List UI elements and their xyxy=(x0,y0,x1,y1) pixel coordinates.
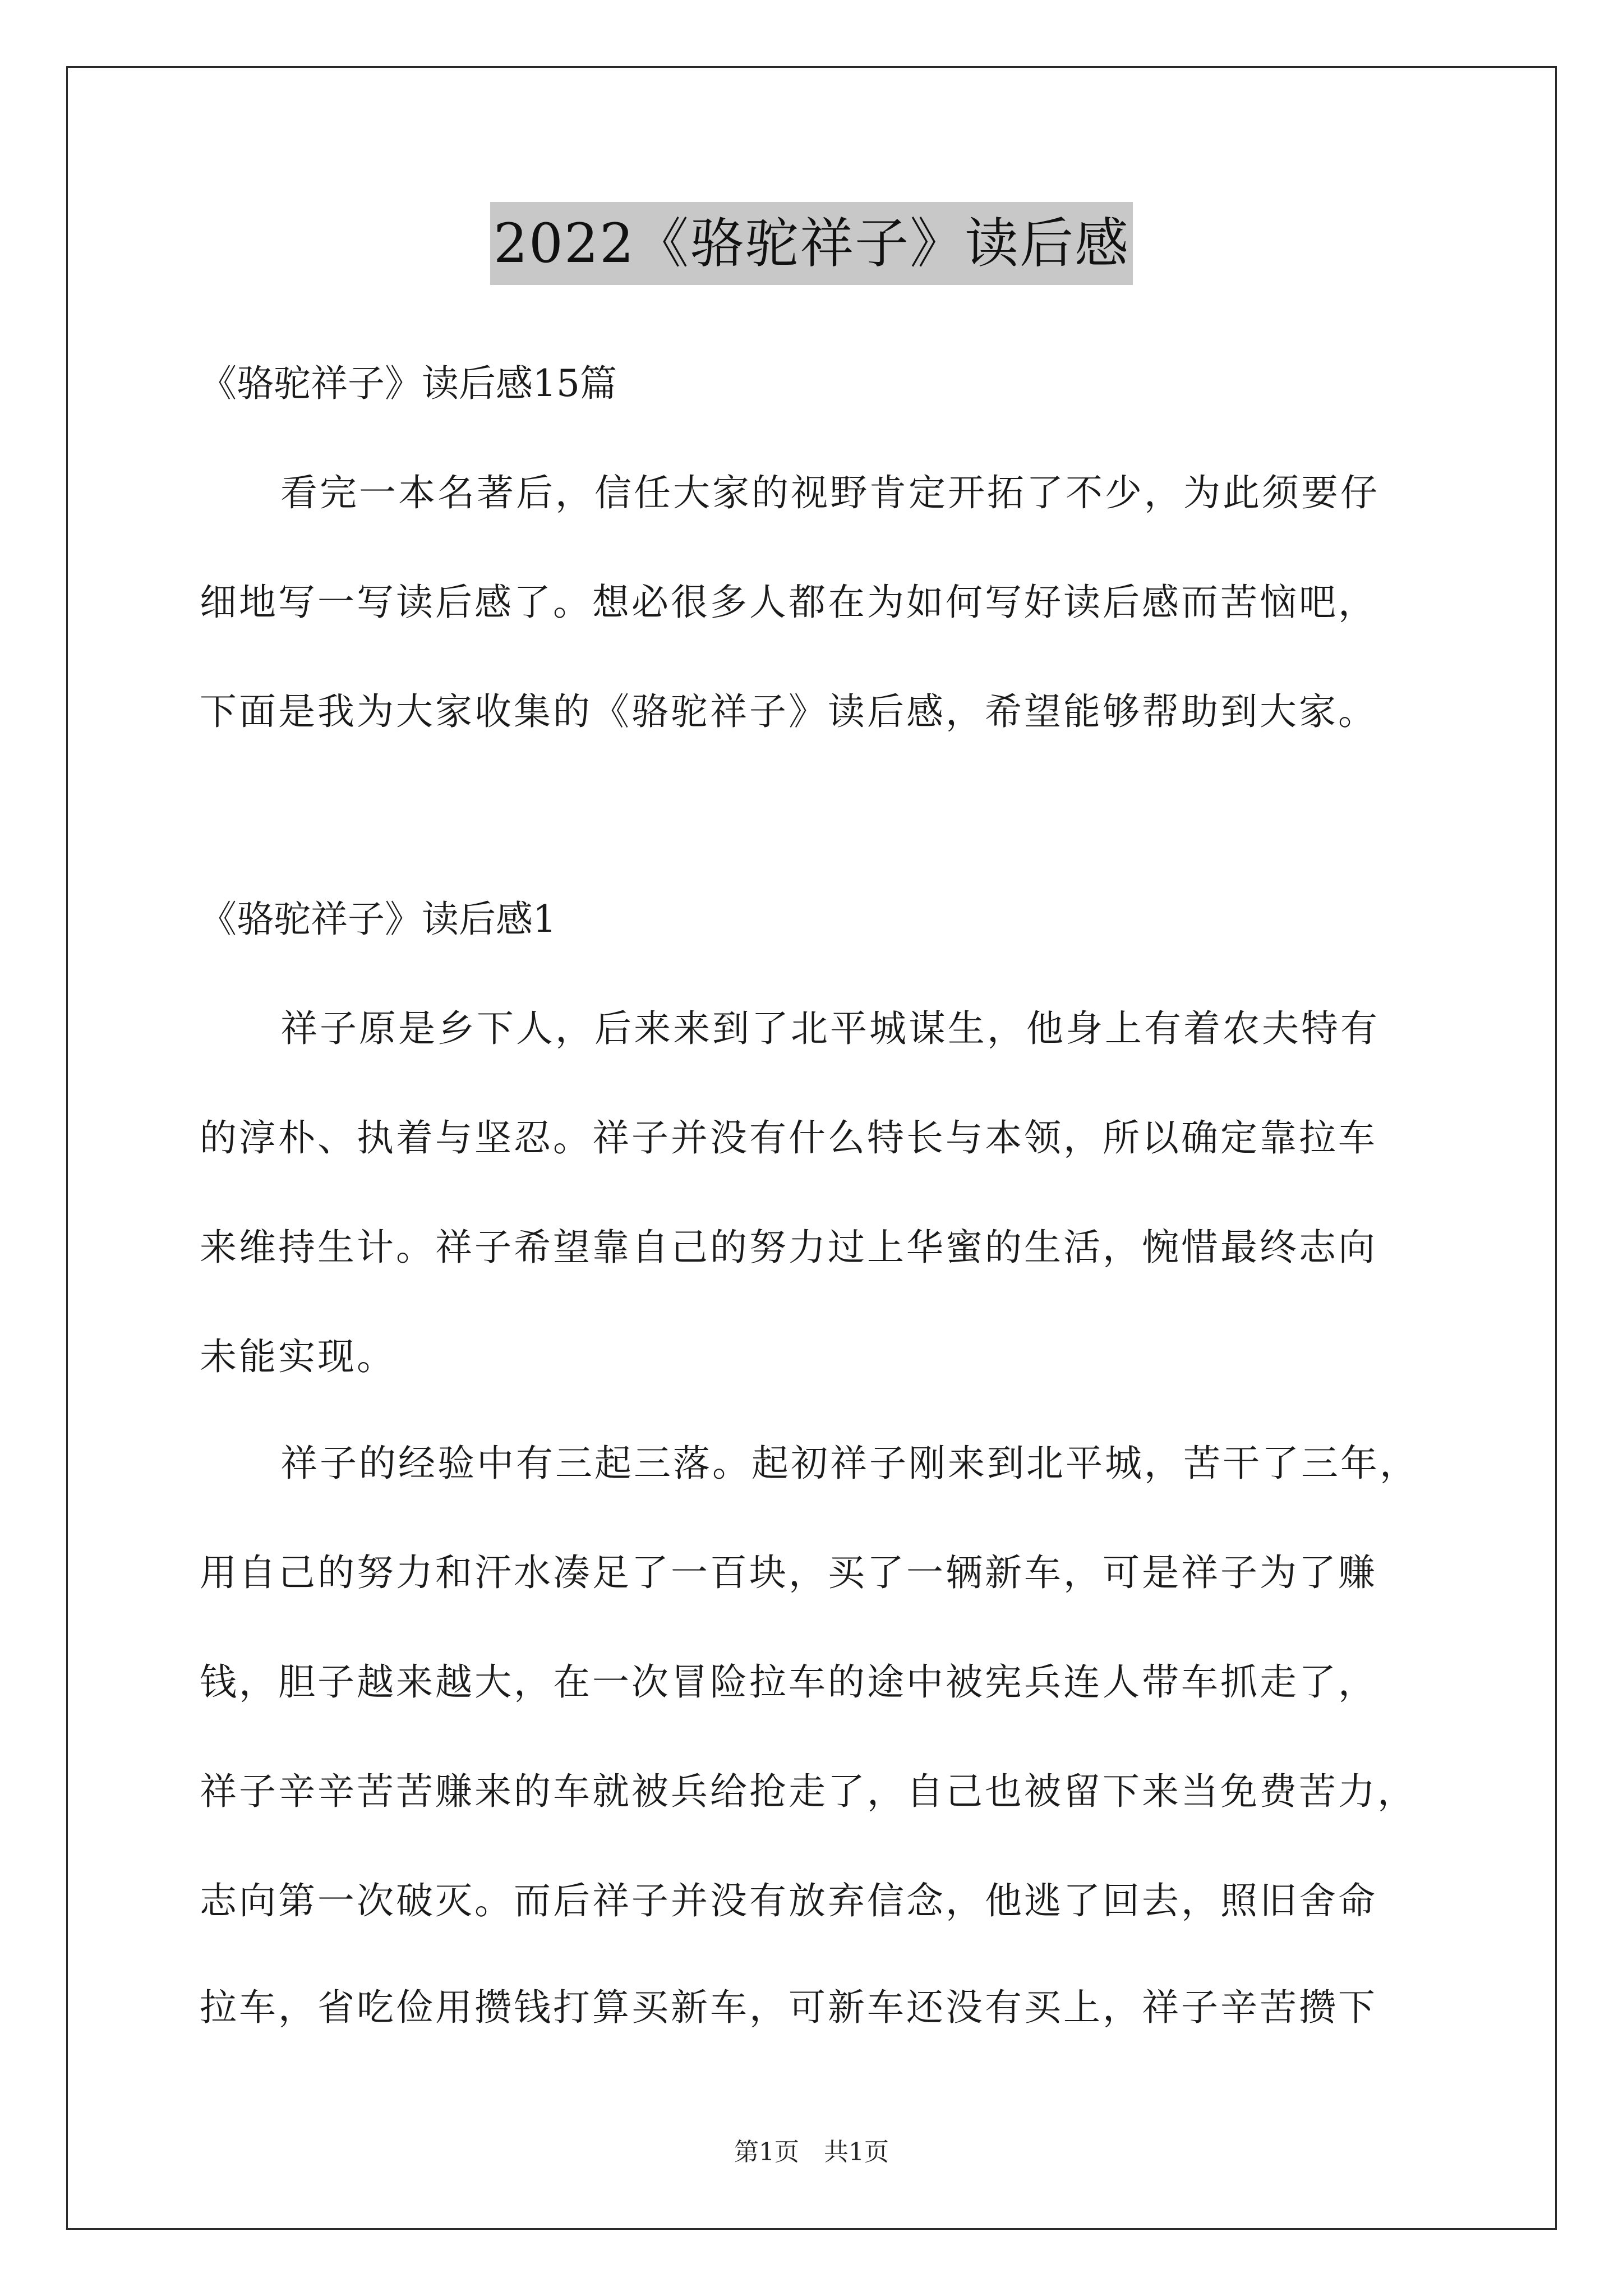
intro-line: 细地写一写读后感了。想必很多人都在为如何写好读后感而苦恼吧， xyxy=(200,581,1377,624)
paragraph2-line: 祥子辛辛苦苦赚来的车就被兵给抢走了，自己也被留下来当免费苦力， xyxy=(200,1770,1417,1813)
page-footer: 第1页 共1页 xyxy=(734,2138,889,2166)
paragraph2-line: 用自己的努力和汗水凑足了一百块，买了一辆新车，可是祥子为了赚 xyxy=(200,1551,1377,1594)
paragraph1-line: 未能实现。 xyxy=(200,1335,396,1378)
paragraph1-line: 来维持生计。祥子希望靠自己的努力过上华蜜的生活，惋惜最终志向 xyxy=(200,1226,1377,1269)
paragraph1-line: 祥子原是乡下人，后来来到了北平城谋生，他身上有着农夫特有 xyxy=(280,1007,1380,1050)
section-heading: 《骆驼祥子》读后感1 xyxy=(200,898,556,941)
subtitle: 《骆驼祥子》读后感15篇 xyxy=(200,362,617,405)
paragraph1-line: 的淳朴、执着与坚忍。祥子并没有什么特长与本领，所以确定靠拉车 xyxy=(200,1116,1377,1159)
intro-line: 下面是我为大家收集的《骆驼祥子》读后感，希望能够帮助到大家。 xyxy=(200,690,1377,733)
document-title: 2022《骆驼祥子》读后感 xyxy=(490,202,1133,285)
paragraph2-line: 钱，胆子越来越大，在一次冒险拉车的途中被宪兵连人带车抓走了， xyxy=(200,1660,1377,1704)
paragraph2-line: 祥子的经验中有三起三落。起初祥子刚来到北平城，苦干了三年， xyxy=(280,1442,1419,1485)
paragraph2-line: 拉车，省吃俭用攒钱打算买新车，可新车还没有买上，祥子辛苦攒下 xyxy=(200,1986,1377,2029)
intro-line: 看完一本名著后，信任大家的视野肯定开拓了不少，为此须要仔 xyxy=(280,471,1380,514)
paragraph2-line: 志向第一次破灭。而后祥子并没有放弃信念，他逃了回去，照旧舍命 xyxy=(200,1879,1377,1922)
title-container xyxy=(0,202,1623,285)
